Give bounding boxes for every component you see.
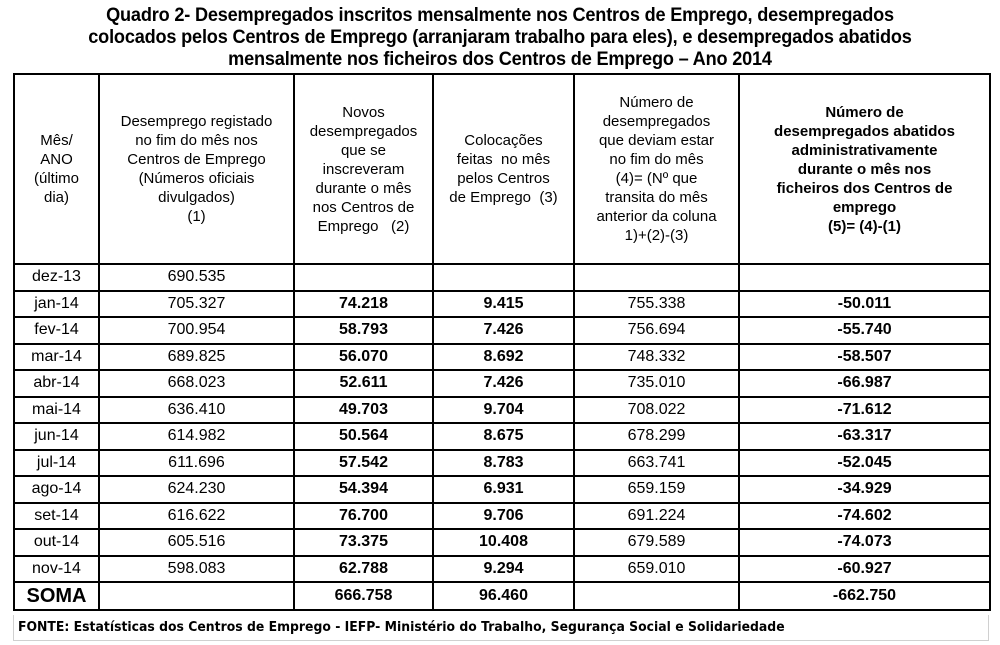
cell-month: jun-14 (14, 423, 99, 450)
header-line: Colocações (464, 132, 543, 149)
cell-month: mai-14 (14, 397, 99, 424)
header-line: administrativamente (791, 141, 938, 159)
header-line: feitas no mês (456, 151, 551, 168)
total-removed: -662.750 (739, 582, 990, 610)
cell-expected-unemployed: 755.338 (574, 291, 739, 318)
cell-expected-unemployed: 748.332 (574, 344, 739, 371)
cell-new-unemployed: 58.793 (294, 317, 433, 344)
header-line: desempregados abatidos (774, 122, 955, 140)
cell-placements: 9.415 (433, 291, 574, 318)
header-removed-unemployed (739, 74, 990, 264)
cell-placements: 9.706 (433, 503, 574, 530)
header-line: (último (33, 170, 79, 187)
title-line-2: colocados pelos Centros de Emprego (arranjaram trabalho para eles), e desempregados abatidos (88, 26, 912, 48)
cell-month: nov-14 (14, 556, 99, 583)
table-row (14, 291, 990, 318)
header-line: emprego (832, 198, 897, 216)
cell-removed-unemployed (739, 264, 990, 291)
cell-expected-unemployed: 735.010 (574, 370, 739, 397)
cell-expected-unemployed: 756.694 (574, 317, 739, 344)
header-line: no fim do mês (609, 151, 704, 168)
table-row (14, 529, 990, 556)
table-row (14, 397, 990, 424)
cell-month: dez-13 (14, 264, 99, 291)
header-line: ficheiros dos Centros de (776, 179, 953, 197)
cell-removed-unemployed: -74.073 (739, 529, 990, 556)
cell-expected-unemployed: 678.299 (574, 423, 739, 450)
cell-registered-unemployment: 690.535 (99, 264, 294, 291)
header-line: desempregados (309, 122, 418, 140)
header-line: 1)+(2)-(3) (624, 227, 689, 244)
cell-removed-unemployed: -74.602 (739, 503, 990, 530)
header-line: (Números oficiais (138, 170, 255, 187)
title-line-1: Quadro 2- Desempregados inscritos mensalmente nos Centros de Emprego, desempregados (106, 4, 894, 26)
table-title (35, 4, 965, 70)
header-line: durante o mês (315, 179, 412, 197)
header-line: Número de (825, 103, 904, 121)
header-line: transita do mês (605, 189, 708, 206)
header-line: de Emprego (3) (449, 189, 558, 206)
total-expected (574, 582, 739, 610)
cell-placements: 7.426 (433, 370, 574, 397)
cell-month: abr-14 (14, 370, 99, 397)
cell-removed-unemployed: -34.929 (739, 476, 990, 503)
cell-new-unemployed: 62.788 (294, 556, 433, 583)
cell-placements: 7.426 (433, 317, 574, 344)
cell-registered-unemployment: 700.954 (99, 317, 294, 344)
cell-registered-unemployment: 611.696 (99, 450, 294, 477)
cell-new-unemployed: 50.564 (294, 423, 433, 450)
cell-placements: 6.931 (433, 476, 574, 503)
total-new-unemployed: 666.758 (294, 582, 433, 610)
cell-placements: 8.783 (433, 450, 574, 477)
header-line: pelos Centros (457, 170, 550, 187)
table-row (14, 344, 990, 371)
header-line: (1) (187, 208, 206, 225)
header-line: Centros de Emprego (127, 151, 266, 168)
cell-removed-unemployed: -71.612 (739, 397, 990, 424)
cell-month: mar-14 (14, 344, 99, 371)
cell-removed-unemployed: -50.011 (739, 291, 990, 318)
cell-new-unemployed: 49.703 (294, 397, 433, 424)
header-row (14, 74, 990, 264)
header-line: desempregados (602, 113, 711, 130)
header-registered-unemployment (99, 74, 294, 264)
cell-placements: 9.294 (433, 556, 574, 583)
cell-registered-unemployment: 598.083 (99, 556, 294, 583)
cell-new-unemployed: 74.218 (294, 291, 433, 318)
cell-new-unemployed: 57.542 (294, 450, 433, 477)
cell-registered-unemployment: 616.622 (99, 503, 294, 530)
total-registered (99, 582, 294, 610)
header-line: que deviam estar (598, 132, 715, 149)
source-footer (13, 615, 989, 641)
cell-new-unemployed: 73.375 (294, 529, 433, 556)
cell-month: set-14 (14, 503, 99, 530)
table-row (14, 450, 990, 477)
cell-registered-unemployment: 636.410 (99, 397, 294, 424)
cell-registered-unemployment: 605.516 (99, 529, 294, 556)
source-text: FONTE: Estatísticas dos Centros de Emprego - IEFP- Ministério do Trabalho, Segurança Social e Solidariedade (18, 619, 785, 635)
table-row (14, 370, 990, 397)
cell-expected-unemployed: 663.741 (574, 450, 739, 477)
header-line: ANO (40, 151, 73, 168)
cell-new-unemployed (294, 264, 433, 291)
cell-month: jul-14 (14, 450, 99, 477)
cell-placements: 9.704 (433, 397, 574, 424)
header-line: durante o mês nos (797, 160, 932, 178)
total-label: SOMA (14, 582, 99, 610)
cell-placements: 8.692 (433, 344, 574, 371)
header-line: no fim do mês nos (135, 132, 258, 149)
header-line: Desemprego registado (120, 113, 273, 130)
cell-new-unemployed: 54.394 (294, 476, 433, 503)
cell-month: out-14 (14, 529, 99, 556)
total-placements: 96.460 (433, 582, 574, 610)
cell-new-unemployed: 56.070 (294, 344, 433, 371)
header-line: que se (340, 141, 387, 159)
header-line: anterior da coluna (596, 208, 717, 225)
table-row (14, 264, 990, 291)
cell-new-unemployed: 76.700 (294, 503, 433, 530)
cell-removed-unemployed: -55.740 (739, 317, 990, 344)
cell-month: jan-14 (14, 291, 99, 318)
table-row (14, 503, 990, 530)
cell-removed-unemployed: -63.317 (739, 423, 990, 450)
cell-placements: 10.408 (433, 529, 574, 556)
cell-removed-unemployed: -66.987 (739, 370, 990, 397)
unemployment-table (13, 73, 991, 611)
cell-registered-unemployment: 614.982 (99, 423, 294, 450)
total-row (14, 582, 990, 610)
header-line: inscreveram (322, 160, 405, 178)
cell-removed-unemployed: -52.045 (739, 450, 990, 477)
header-line: nos Centros de (312, 198, 415, 216)
cell-expected-unemployed: 679.589 (574, 529, 739, 556)
header-line: dia) (43, 189, 69, 206)
cell-expected-unemployed: 659.010 (574, 556, 739, 583)
cell-placements: 8.675 (433, 423, 574, 450)
table-row (14, 317, 990, 344)
cell-month: ago-14 (14, 476, 99, 503)
header-line: Novos (342, 103, 385, 121)
cell-removed-unemployed: -60.927 (739, 556, 990, 583)
cell-registered-unemployment: 624.230 (99, 476, 294, 503)
cell-placements (433, 264, 574, 291)
cell-removed-unemployed: -58.507 (739, 344, 990, 371)
cell-registered-unemployment: 689.825 (99, 344, 294, 371)
table-row (14, 423, 990, 450)
header-line: (4)= (Nº que (615, 170, 698, 187)
header-new-unemployed (294, 74, 433, 264)
table-row (14, 556, 990, 583)
cell-expected-unemployed: 691.224 (574, 503, 739, 530)
cell-new-unemployed: 52.611 (294, 370, 433, 397)
header-placements (433, 74, 574, 264)
cell-expected-unemployed: 659.159 (574, 476, 739, 503)
cell-month: fev-14 (14, 317, 99, 344)
table-row (14, 476, 990, 503)
header-expected-unemployed (574, 74, 739, 264)
header-line: divulgados) (158, 189, 235, 206)
cell-registered-unemployment: 668.023 (99, 370, 294, 397)
cell-registered-unemployment: 705.327 (99, 291, 294, 318)
header-line: Número de (619, 94, 694, 111)
cell-expected-unemployed: 708.022 (574, 397, 739, 424)
header-line: Mês/ (40, 132, 73, 149)
header-month (14, 74, 99, 264)
header-line: Emprego (2) (317, 217, 410, 235)
cell-expected-unemployed (574, 264, 739, 291)
header-line: (5)= (4)-(1) (828, 217, 901, 235)
title-line-3: mensalmente nos ficheiros dos Centros de Emprego – Ano 2014 (228, 48, 772, 70)
